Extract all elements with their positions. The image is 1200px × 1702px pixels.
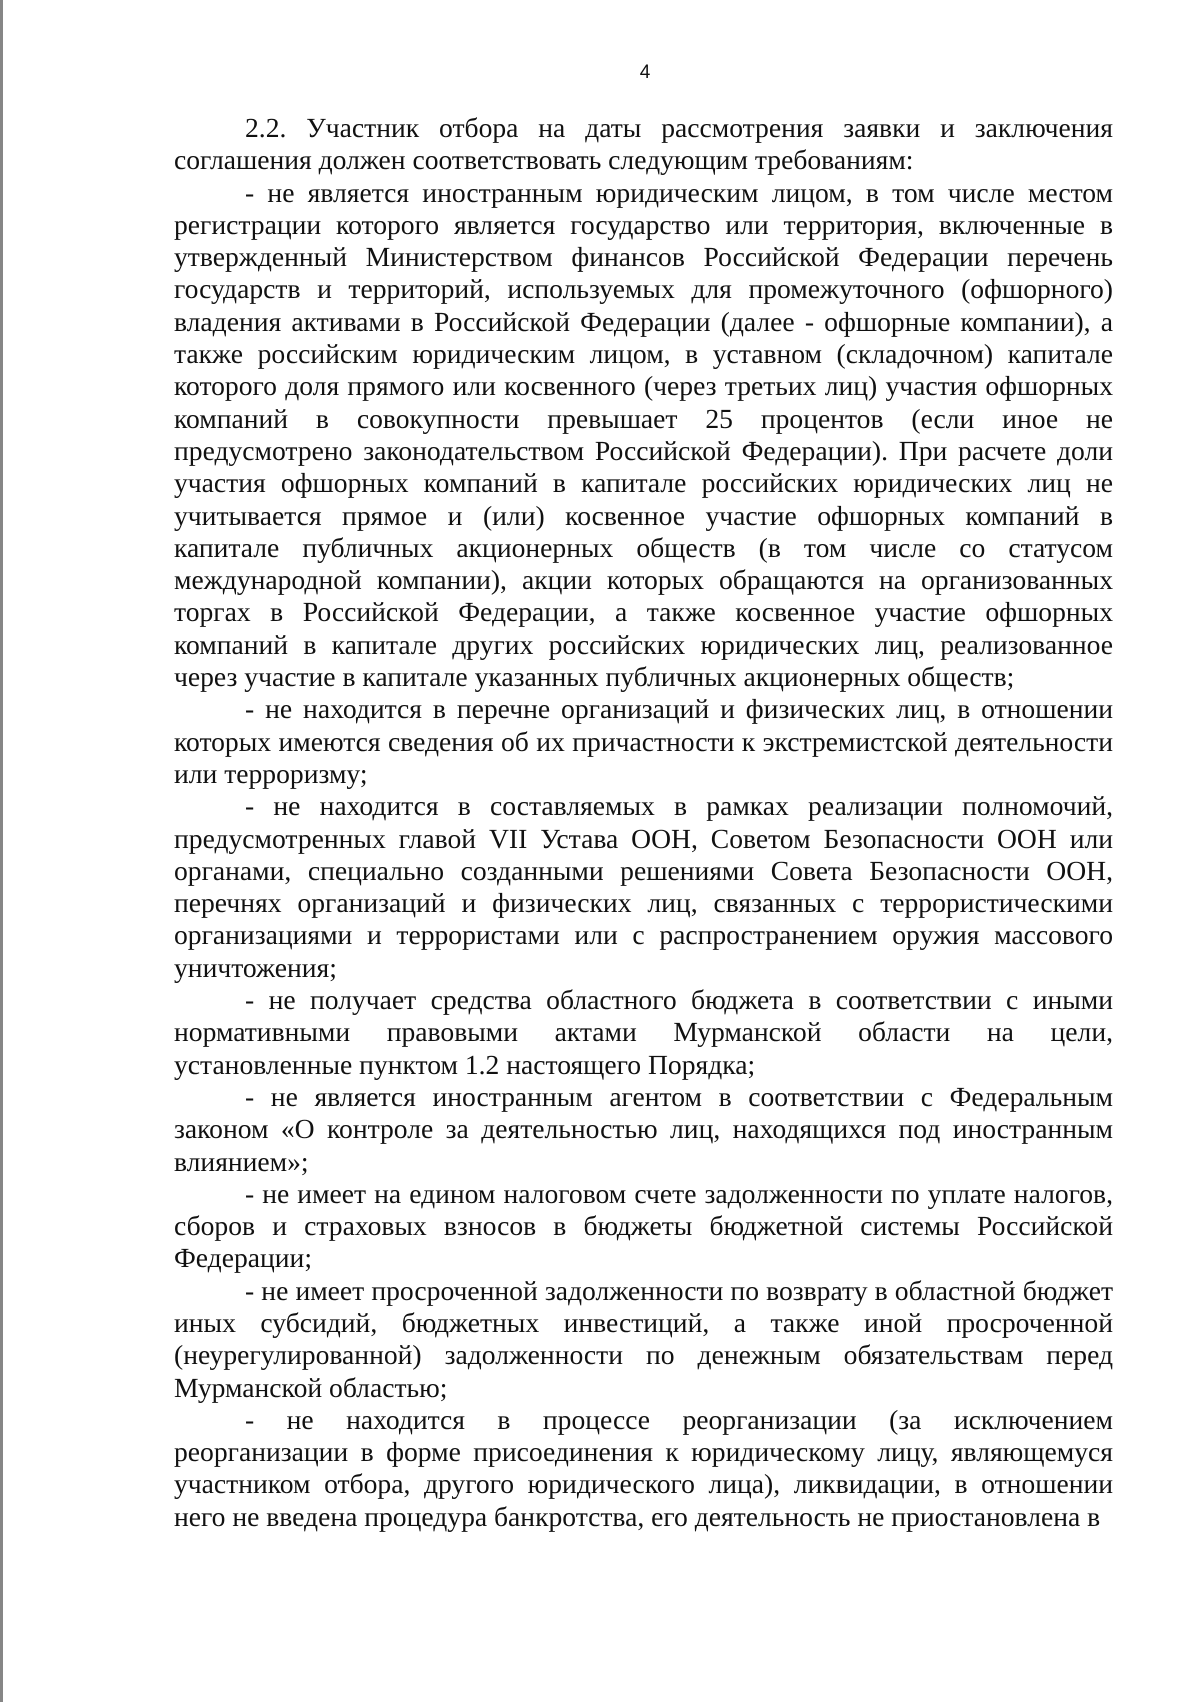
requirement-offshore: - не является иностранным юридическим лицом, в том числе местом регистрации которого является государство или территория, включенные в утвержденный Министерством финансов Российской Федерации перечень государств и территорий, используемых для промежуточного (офшорного) владения активами в Российской Федерации (далее - офшорные компании), а также российским юридическим лицом, в уставном (складочном) капитале которого доля прямого или косвенного (через третьих лиц) участия офшорных компаний в совокупности превышает 25 процентов (если иное не предусмотрено законодательством Российской Федерации). При расчете доли участия офшорных компаний в капитале российских юридических лиц не учитывается прямое и (или) косвенное участие офшорных компаний в капитале публичных акционерных обществ (в том числе со статусом международной компании), акции которых обращаются на организованных торгах в Российской Федерации, а также косвенное участие офшорных компаний в капитале других российских юридических лиц, реализованное через участие в капитале указанных публичных акционерных обществ; [174, 176, 1113, 693]
paragraph-2-2: 2.2. Участник отбора на даты рассмотрения заявки и заключения соглашения должен соответствовать следующим требованиям: [174, 112, 1113, 176]
requirement-no-other-budget-funds: - не получает средства областного бюджета в соответствии с иными нормативными правовыми актами Мурманской области на цели, установленные пунктом 1.2 настоящего Порядка; [174, 984, 1113, 1080]
requirement-extremism-list: - не находится в перечне организаций и физических лиц, в отношении которых имеются сведения об их причастности к экстремистской деятельности или терроризму; [174, 693, 1113, 789]
requirement-no-reorganization: - не находится в процессе реорганизации (за исключением реорганизации в форме присоединения к юридическому лицу, являющемуся участником отбора, другого юридического лица), ликвидации, в отношении него не введена процедура банкротства, его деятельность не приостановлена в [174, 1403, 1113, 1532]
requirement-no-overdue-debt: - не имеет просроченной задолженности по возврату в областной бюджет иных субсидий, бюджетных инвестиций, а также иной просроченной (неурегулированной) задолженности по денежным обязательствам перед Мурманской областью; [174, 1274, 1113, 1403]
requirement-no-tax-debt: - не имеет на едином налоговом счете задолженности по уплате налогов, сборов и страховых взносов в бюджеты бюджетной системы Российской Федерации; [174, 1177, 1113, 1274]
requirement-un-lists: - не находится в составляемых в рамках реализации полномочий, предусмотренных главой VII Устава ООН, Советом Безопасности ООН или органами, специально созданными решениями Совета Безопасности ООН, перечнях организаций и физических лиц, связанных с террористическими организациями и террористами или с распространением оружия массового уничтожения; [174, 790, 1113, 983]
document-body [174, 112, 1113, 1533]
page-number: 4 [639, 62, 651, 83]
requirement-not-foreign-agent: - не является иностранным агентом в соответствии с Федеральным законом «О контроле за деятельностью лиц, находящихся под иностранным влиянием»; [174, 1080, 1113, 1177]
scan-edge-line [0, 0, 3, 1702]
